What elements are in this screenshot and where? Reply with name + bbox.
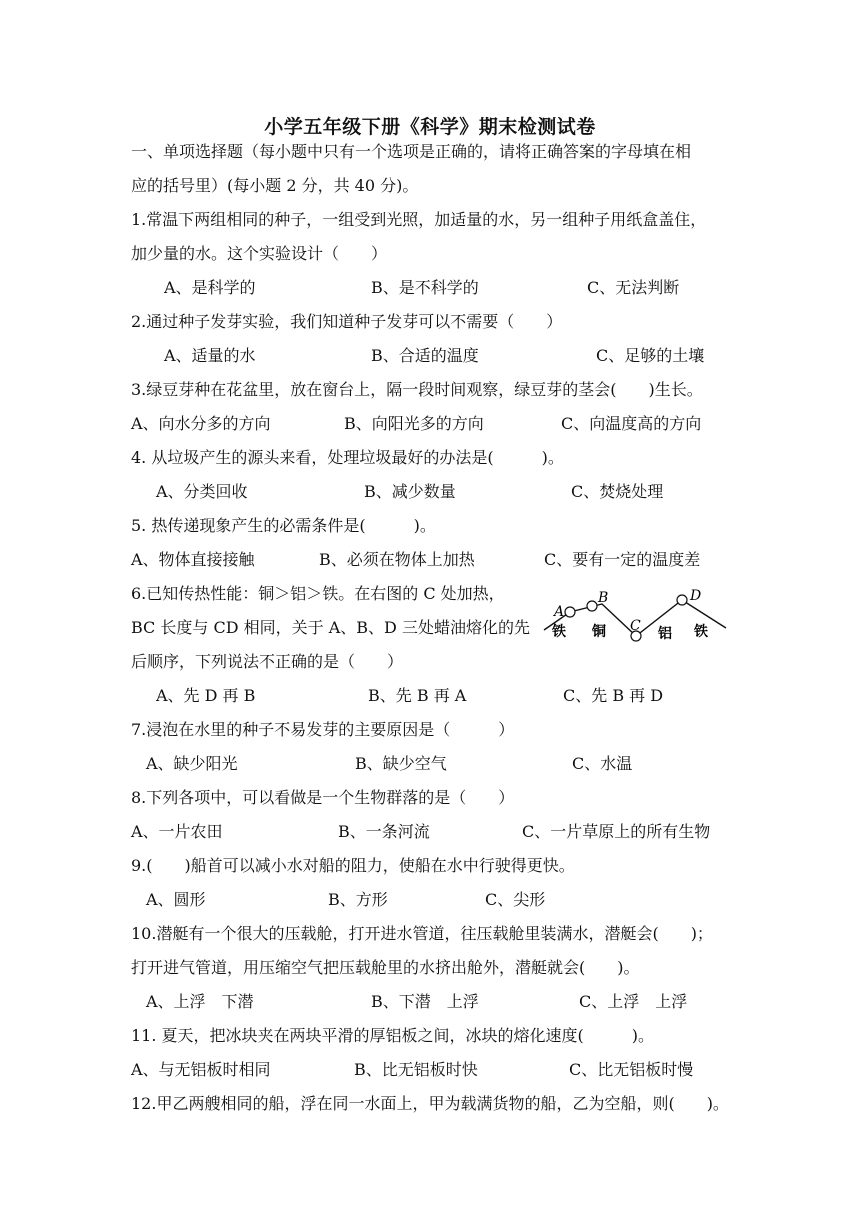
option-c: C、一片草原上的所有生物 bbox=[522, 822, 711, 841]
question-7-line-1: 7.浸泡在水里的种子不易发芽的主要原因是（ ） bbox=[131, 720, 515, 739]
metal-label-aluminum: 铝 bbox=[658, 626, 672, 642]
option-c: C、足够的土壤 bbox=[596, 346, 705, 365]
heat-conduction-figure bbox=[540, 586, 730, 646]
question-1-line-1: 1.常温下两组相同的种子，一组受到光照，加适量的水，另一组种子用纸盒盖住， bbox=[131, 210, 707, 229]
option-c: C、无法判断 bbox=[587, 278, 680, 297]
option-b: B、缺少空气 bbox=[355, 754, 447, 773]
option-a: A、一片农田 bbox=[131, 822, 223, 841]
point-a-marker bbox=[565, 607, 575, 617]
option-a: A、分类回收 bbox=[156, 482, 248, 501]
option-a: A、上浮 下潜 bbox=[146, 992, 254, 1011]
option-c: C、比无铝板时慢 bbox=[569, 1060, 694, 1079]
page-title: 小学五年级下册《科学》期末检测试卷 bbox=[264, 116, 596, 138]
question-10-line-2: 打开进气管道，用压缩空气把压载舱里的水挤出舱外，潜艇就会( )。 bbox=[131, 958, 640, 977]
point-b-marker bbox=[587, 601, 597, 611]
option-a: A、向水分多的方向 bbox=[131, 414, 271, 433]
question-6-line-3: 后顺序，下列说法不正确的是（ ） bbox=[131, 652, 404, 671]
metal-label-iron-right: 铁 bbox=[694, 624, 708, 640]
question-9-options bbox=[131, 889, 751, 911]
option-a: A、是科学的 bbox=[164, 278, 256, 297]
option-c: C、尖形 bbox=[485, 890, 546, 909]
option-b: B、一条河流 bbox=[338, 822, 430, 841]
question-6-line-2: BC 长度与 CD 相同，关于 A、B、D 三处蜡油熔化的先 bbox=[131, 618, 530, 637]
point-a-label: A bbox=[554, 604, 565, 620]
option-c: C、水温 bbox=[572, 754, 633, 773]
option-b: B、合适的温度 bbox=[371, 346, 479, 365]
option-b: B、必须在物体上加热 bbox=[319, 550, 475, 569]
metal-label-iron-left: 铁 bbox=[552, 624, 566, 640]
option-b: B、向阳光多的方向 bbox=[344, 414, 484, 433]
option-b: B、是不科学的 bbox=[371, 278, 479, 297]
metal-label-copper: 铜 bbox=[592, 624, 606, 640]
question-9-line-1: 9.( )船首可以减小水对船的阻力，使船在水中行驶得更快。 bbox=[131, 856, 575, 875]
question-12-line-1: 12.甲乙两艘相同的船，浮在同一水面上，甲为载满货物的船，乙为空船，则( )。 bbox=[131, 1094, 729, 1113]
section-heading-line-1: 一、单项选择题（每小题中只有一个选项是正确的，请将正确答案的字母填在相 bbox=[131, 142, 692, 161]
question-6-options bbox=[131, 685, 751, 707]
question-1-options bbox=[131, 277, 751, 299]
option-b: B、先 B 再 A bbox=[368, 686, 467, 705]
option-a: A、适量的水 bbox=[164, 346, 256, 365]
point-d-marker bbox=[677, 595, 687, 605]
option-c: C、焚烧处理 bbox=[571, 482, 664, 501]
option-c: C、上浮 上浮 bbox=[579, 992, 688, 1011]
question-7-options bbox=[131, 753, 751, 775]
option-a: A、缺少阳光 bbox=[146, 754, 238, 773]
question-5-options bbox=[131, 549, 751, 571]
question-2-options bbox=[131, 345, 751, 367]
option-b: B、比无铝板时快 bbox=[354, 1060, 478, 1079]
option-b: B、下潜 上浮 bbox=[371, 992, 479, 1011]
question-3-options bbox=[131, 413, 751, 435]
option-a: A、物体直接接触 bbox=[131, 550, 255, 569]
question-8-options bbox=[131, 821, 751, 843]
question-10-options bbox=[131, 991, 751, 1013]
option-c: C、向温度高的方向 bbox=[561, 414, 702, 433]
question-11-line-1: 11. 夏天，把冰块夹在两块平滑的厚铝板之间，冰块的熔化速度( )。 bbox=[131, 1026, 655, 1045]
option-c: C、先 B 再 D bbox=[563, 686, 664, 705]
option-c: C、要有一定的温度差 bbox=[544, 550, 701, 569]
section-heading-line-2: 应的括号里）(每小题 2 分，共 40 分)。 bbox=[131, 176, 419, 195]
point-d-label: D bbox=[690, 588, 702, 604]
question-10-line-1: 10.潜艇有一个很大的压载舱，打开进水管道，往压载舱里装满水，潜艇会( )； bbox=[131, 924, 713, 943]
question-6-line-1: 6.已知传热性能：铜＞铝＞铁。在右图的 C 处加热， bbox=[131, 584, 505, 603]
point-b-label: B bbox=[598, 590, 609, 606]
question-2-line-1: 2.通过种子发芽实验，我们知道种子发芽可以不需要（ ） bbox=[131, 312, 563, 331]
question-1-line-2: 加少量的水。这个实验设计（ ） bbox=[131, 244, 388, 263]
option-b: B、减少数量 bbox=[364, 482, 456, 501]
option-b: B、方形 bbox=[328, 890, 388, 909]
point-c-label: C bbox=[630, 618, 641, 634]
option-a: A、与无铝板时相同 bbox=[131, 1060, 271, 1079]
question-8-line-1: 8.下列各项中，可以看做是一个生物群落的是（ ） bbox=[131, 788, 515, 807]
question-4-line-1: 4. 从垃圾产生的源头来看，处理垃圾最好的办法是( )。 bbox=[131, 448, 564, 467]
option-a: A、先 D 再 B bbox=[156, 686, 256, 705]
option-a: A、圆形 bbox=[146, 890, 206, 909]
question-3-line-1: 3.绿豆芽种在花盆里，放在窗台上，隔一段时间观察，绿豆芽的茎会( )生长。 bbox=[131, 380, 703, 399]
question-5-line-1: 5. 热传递现象产生的必需条件是( )。 bbox=[131, 516, 436, 535]
question-4-options bbox=[131, 481, 751, 503]
question-11-options bbox=[131, 1059, 751, 1081]
